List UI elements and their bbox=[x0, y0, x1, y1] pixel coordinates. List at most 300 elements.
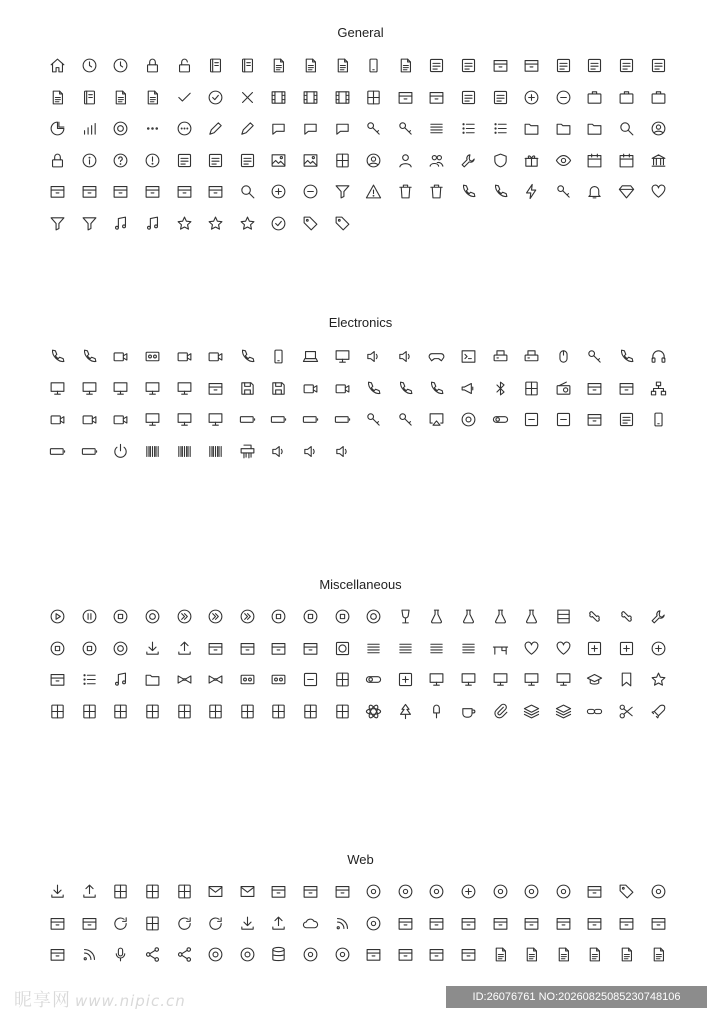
printer-icon bbox=[516, 341, 548, 373]
layout-split-icon bbox=[168, 696, 200, 728]
settings-gear-icon bbox=[548, 50, 580, 82]
minus-circle-icon bbox=[548, 82, 580, 114]
presentation-text-icon bbox=[484, 664, 516, 696]
windows-stack-icon bbox=[200, 145, 232, 177]
copy-pages-icon bbox=[390, 50, 422, 82]
search-icon bbox=[232, 176, 264, 208]
lightning-icon bbox=[516, 176, 548, 208]
potion-icon bbox=[516, 601, 548, 633]
camera-icon bbox=[295, 373, 327, 405]
at-sign-icon bbox=[200, 939, 232, 971]
bone-icon bbox=[579, 601, 611, 633]
headset-icon bbox=[642, 341, 674, 373]
tree-icon bbox=[390, 696, 422, 728]
inbox-icon bbox=[263, 876, 295, 908]
key-icon bbox=[358, 113, 390, 145]
microphone-icon bbox=[42, 341, 74, 373]
floppy-save-icon bbox=[263, 373, 295, 405]
camera-photo-icon bbox=[42, 404, 74, 436]
close-x-icon bbox=[232, 82, 264, 114]
envelope-open-icon bbox=[232, 876, 264, 908]
popsicle-icon bbox=[421, 696, 453, 728]
clipboard-icon bbox=[105, 82, 137, 114]
tie-icon bbox=[200, 664, 232, 696]
gift-icon bbox=[516, 145, 548, 177]
keyboard-box-icon bbox=[548, 176, 580, 208]
news-box-icon bbox=[390, 82, 422, 114]
layout-quad-icon bbox=[137, 696, 169, 728]
xbox-icon bbox=[579, 404, 611, 436]
calculator-grid-icon bbox=[326, 145, 358, 177]
smartphone-icon bbox=[232, 341, 264, 373]
terminal-icon bbox=[453, 341, 485, 373]
monitor-sync-icon bbox=[42, 373, 74, 405]
folder-icon bbox=[516, 113, 548, 145]
first-aid-bag-icon bbox=[390, 664, 422, 696]
chrome-circle-icon bbox=[232, 939, 264, 971]
refresh-arrows-icon bbox=[137, 908, 169, 940]
bone-cross-icon bbox=[611, 601, 643, 633]
music-box-icon bbox=[42, 664, 74, 696]
presentation-icon bbox=[421, 664, 453, 696]
microphone-hand-icon bbox=[74, 341, 106, 373]
calendar-icon bbox=[611, 145, 643, 177]
presentation-wifi-icon bbox=[516, 664, 548, 696]
gamepad-icon bbox=[421, 341, 453, 373]
filter-remove-icon bbox=[74, 208, 106, 240]
youtube-box-icon bbox=[453, 908, 485, 940]
cassette-icon bbox=[232, 664, 264, 696]
radio-icon bbox=[548, 373, 580, 405]
tools-icon bbox=[642, 601, 674, 633]
vinyl-icon bbox=[326, 633, 358, 665]
rocket-icon bbox=[642, 696, 674, 728]
dribbble-box-icon bbox=[453, 939, 485, 971]
icon-grid bbox=[42, 50, 674, 239]
dotted-circle-icon bbox=[74, 633, 106, 665]
ticket-icon bbox=[642, 50, 674, 82]
archive-dots-icon bbox=[74, 176, 106, 208]
user-circle-icon bbox=[642, 113, 674, 145]
battery-empty-icon bbox=[263, 404, 295, 436]
tv-icon bbox=[137, 404, 169, 436]
trash-icon bbox=[390, 176, 422, 208]
ai-file-icon bbox=[516, 939, 548, 971]
user-avatar-icon bbox=[358, 145, 390, 177]
bookshelf-icon bbox=[548, 601, 580, 633]
copy-icon bbox=[42, 82, 74, 114]
watermark-id-bar bbox=[446, 986, 707, 1008]
toggle-pill-icon bbox=[358, 664, 390, 696]
download-tray-icon bbox=[42, 876, 74, 908]
tv-retro-icon bbox=[200, 404, 232, 436]
png-file-icon bbox=[484, 939, 516, 971]
target-icon bbox=[358, 601, 390, 633]
windows-icon bbox=[168, 145, 200, 177]
medical-plus-icon bbox=[611, 633, 643, 665]
dropbox-circle-icon bbox=[579, 876, 611, 908]
wine-glass-icon bbox=[390, 601, 422, 633]
box-open-icon bbox=[200, 176, 232, 208]
browser-icon bbox=[137, 876, 169, 908]
browser-stack-icon bbox=[168, 876, 200, 908]
upload-circle-icon bbox=[168, 633, 200, 665]
facebook-circle-icon bbox=[326, 939, 358, 971]
coffee-cup-icon bbox=[453, 696, 485, 728]
instagram-circle-icon bbox=[611, 876, 643, 908]
refresh-icon bbox=[105, 908, 137, 940]
vimeo-circle-icon bbox=[421, 876, 453, 908]
wordpress-box-icon bbox=[421, 939, 453, 971]
cloud-download-icon bbox=[232, 908, 264, 940]
dotted-stop-icon bbox=[295, 601, 327, 633]
pause-icon bbox=[74, 601, 106, 633]
linkedin-circle-icon bbox=[484, 876, 516, 908]
inbox-full-icon bbox=[74, 908, 106, 940]
icon-grid bbox=[42, 601, 674, 727]
movie-camera-icon bbox=[200, 341, 232, 373]
layout-grid-icon bbox=[200, 696, 232, 728]
align-right-icon bbox=[421, 633, 453, 665]
monitor-forward-icon bbox=[168, 373, 200, 405]
barcode-scan-icon bbox=[168, 436, 200, 468]
battery-charging-icon bbox=[232, 404, 264, 436]
camera-capture-icon bbox=[105, 404, 137, 436]
newspaper-stack-icon bbox=[484, 82, 516, 114]
volume-mid-icon bbox=[326, 436, 358, 468]
page-icon bbox=[326, 50, 358, 82]
battery-low-icon bbox=[295, 404, 327, 436]
check-circle-icon bbox=[200, 82, 232, 114]
bar-chart-icon bbox=[74, 113, 106, 145]
keys-icon bbox=[390, 113, 422, 145]
mouse-icon bbox=[548, 341, 580, 373]
tray-icon bbox=[232, 145, 264, 177]
clock-icon bbox=[74, 50, 106, 82]
inbox-stack-icon bbox=[42, 908, 74, 940]
windows-logo-icon bbox=[611, 404, 643, 436]
download-circle-icon bbox=[137, 633, 169, 665]
note-icon bbox=[74, 82, 106, 114]
plus-circle-icon bbox=[516, 82, 548, 114]
bow-tie-icon bbox=[168, 664, 200, 696]
wrench-icon bbox=[453, 145, 485, 177]
grid-box-icon bbox=[295, 633, 327, 665]
browser-compass-icon bbox=[105, 876, 137, 908]
eye-icon bbox=[548, 145, 580, 177]
stars-icon bbox=[200, 208, 232, 240]
folder-slash-icon bbox=[137, 664, 169, 696]
camcorder-icon bbox=[168, 341, 200, 373]
speaker-loud-icon bbox=[390, 341, 422, 373]
keyboard-down-icon bbox=[390, 404, 422, 436]
user-icon bbox=[390, 145, 422, 177]
film-frame-icon bbox=[295, 82, 327, 114]
facebook-box-icon bbox=[421, 908, 453, 940]
barcode-icon bbox=[137, 436, 169, 468]
briefcase-stack-icon bbox=[611, 82, 643, 114]
barcode-alt-icon bbox=[200, 436, 232, 468]
tag-icon bbox=[295, 208, 327, 240]
info-icon bbox=[74, 145, 106, 177]
list-bullets-icon bbox=[453, 113, 485, 145]
dribbble-circle-icon bbox=[358, 908, 390, 940]
floppy-disk-icon bbox=[232, 373, 264, 405]
envelope-icon bbox=[200, 876, 232, 908]
drawers-icon bbox=[232, 633, 264, 665]
more-circle-icon bbox=[168, 113, 200, 145]
align-center-icon bbox=[390, 633, 422, 665]
grid-four-icon bbox=[326, 664, 358, 696]
gif-file-icon bbox=[579, 939, 611, 971]
sliders-box-icon bbox=[516, 50, 548, 82]
paper-plane-icon bbox=[421, 50, 453, 82]
image-icon bbox=[263, 145, 295, 177]
images-icon bbox=[295, 145, 327, 177]
safe-dial-icon bbox=[200, 633, 232, 665]
home-icon bbox=[42, 50, 74, 82]
clock-circle-icon bbox=[105, 50, 137, 82]
music-score-icon bbox=[105, 664, 137, 696]
box-dots-icon bbox=[168, 176, 200, 208]
graduation-cap-icon bbox=[579, 664, 611, 696]
music-notes-icon bbox=[105, 208, 137, 240]
pencil-icon bbox=[232, 113, 264, 145]
inbox-download-icon bbox=[105, 176, 137, 208]
png-file-alt-icon bbox=[642, 939, 674, 971]
youtube-circle-icon bbox=[358, 876, 390, 908]
flask-icon bbox=[484, 601, 516, 633]
dotted-square-icon bbox=[263, 601, 295, 633]
bank-icon bbox=[642, 145, 674, 177]
dotted-upload-icon bbox=[42, 633, 74, 665]
music-list-icon bbox=[74, 664, 106, 696]
yahoo-box-icon bbox=[642, 908, 674, 940]
skip-icon bbox=[200, 601, 232, 633]
bandage-icon bbox=[579, 633, 611, 665]
vimeo-box-icon bbox=[516, 908, 548, 940]
layers-stack-icon bbox=[548, 696, 580, 728]
warning-icon bbox=[358, 176, 390, 208]
medical-circle-icon bbox=[642, 633, 674, 665]
dotted-download-icon bbox=[326, 601, 358, 633]
square-frame-icon bbox=[295, 664, 327, 696]
music-note-icon bbox=[137, 208, 169, 240]
network-icon bbox=[642, 373, 674, 405]
help-icon bbox=[105, 145, 137, 177]
linkedin-box-icon bbox=[579, 908, 611, 940]
justify-icon bbox=[453, 633, 485, 665]
section-title: Web bbox=[347, 852, 374, 867]
menu-lines-icon bbox=[421, 113, 453, 145]
bookmark-plus-icon bbox=[611, 664, 643, 696]
calendar-day-icon bbox=[579, 145, 611, 177]
desk-icon bbox=[484, 633, 516, 665]
inbox-download-tray-icon bbox=[295, 876, 327, 908]
folder-dots-icon bbox=[579, 113, 611, 145]
rows-icon bbox=[74, 696, 106, 728]
tumblr-box-icon bbox=[611, 908, 643, 940]
apps-grid-icon bbox=[232, 696, 264, 728]
volume-low-icon bbox=[295, 436, 327, 468]
filter-add-icon bbox=[42, 208, 74, 240]
wordpress-circle-icon bbox=[642, 876, 674, 908]
phone-call-icon bbox=[484, 176, 516, 208]
speaker-volume-icon bbox=[358, 341, 390, 373]
toggle-box-icon bbox=[484, 50, 516, 82]
bullhorn-icon bbox=[453, 373, 485, 405]
toolbox-icon bbox=[642, 82, 674, 114]
lifebuoy-icon bbox=[105, 113, 137, 145]
cloud-share-icon bbox=[295, 908, 327, 940]
monitor-upload-icon bbox=[105, 373, 137, 405]
podcast-mic-icon bbox=[105, 939, 137, 971]
rss-box-icon bbox=[42, 939, 74, 971]
redo-icon bbox=[168, 908, 200, 940]
keyboard-icon bbox=[579, 341, 611, 373]
columns-icon bbox=[42, 696, 74, 728]
settings-badge-icon bbox=[579, 50, 611, 82]
bookmark-star-icon bbox=[642, 664, 674, 696]
watermark-site-url: www.nipic.cn bbox=[75, 992, 186, 1010]
star-circle-icon bbox=[232, 208, 264, 240]
heart-icon bbox=[642, 176, 674, 208]
diamond-icon bbox=[611, 176, 643, 208]
watermark-logo bbox=[14, 986, 186, 1012]
pinterest-box-icon bbox=[484, 908, 516, 940]
chat-dots-icon bbox=[295, 113, 327, 145]
document-icon bbox=[263, 50, 295, 82]
icon-grid bbox=[42, 341, 674, 467]
notebook-spiral-icon bbox=[232, 50, 264, 82]
checklist-icon bbox=[263, 208, 295, 240]
box-upload-icon bbox=[137, 176, 169, 208]
filter-icon bbox=[326, 176, 358, 208]
camera-flip-icon bbox=[326, 373, 358, 405]
notebook-icon bbox=[200, 50, 232, 82]
chip-icon bbox=[516, 404, 548, 436]
radio-boombox-icon bbox=[579, 373, 611, 405]
briefcase-icon bbox=[579, 82, 611, 114]
sliders-icon bbox=[453, 50, 485, 82]
scissors-icon bbox=[611, 696, 643, 728]
shield-star-icon bbox=[484, 145, 516, 177]
jpg-file-icon bbox=[611, 939, 643, 971]
map-icon bbox=[611, 50, 643, 82]
tumblr-circle-icon bbox=[516, 876, 548, 908]
tags-icon bbox=[326, 208, 358, 240]
toggle-switch-icon bbox=[484, 404, 516, 436]
speech-bubble-icon bbox=[263, 113, 295, 145]
checkmark-icon bbox=[168, 82, 200, 114]
more-dots-icon bbox=[137, 113, 169, 145]
chrome-icon bbox=[453, 404, 485, 436]
clipboard-check-icon bbox=[137, 82, 169, 114]
trash-can-icon bbox=[421, 176, 453, 208]
star-icon bbox=[168, 208, 200, 240]
watch-icon bbox=[642, 404, 674, 436]
browser-window-icon bbox=[358, 82, 390, 114]
play-icon bbox=[42, 601, 74, 633]
bottle-icon bbox=[421, 601, 453, 633]
bell-icon bbox=[579, 176, 611, 208]
zoom-out-icon bbox=[295, 176, 327, 208]
safe-icon bbox=[200, 373, 232, 405]
cabinet-icon bbox=[263, 633, 295, 665]
folders-icon bbox=[548, 113, 580, 145]
pinterest-circle-icon bbox=[390, 876, 422, 908]
megaphone-icon bbox=[390, 373, 422, 405]
share-nodes-icon bbox=[137, 939, 169, 971]
headphones-round-icon bbox=[358, 373, 390, 405]
phone-icon bbox=[453, 176, 485, 208]
section-title: Miscellaneous bbox=[319, 577, 402, 592]
presentation-chart-icon bbox=[453, 664, 485, 696]
icon-grid bbox=[42, 876, 674, 971]
watermark-id-text: ID:26076761 NO:20260825085230748106 bbox=[472, 991, 681, 1003]
zoom-in-icon bbox=[263, 176, 295, 208]
shredder-icon bbox=[232, 436, 264, 468]
share-upload-icon bbox=[74, 876, 106, 908]
googleplus-box-icon bbox=[548, 908, 580, 940]
list-icon bbox=[484, 113, 516, 145]
dropbox-box-icon bbox=[358, 939, 390, 971]
layout-header-icon bbox=[326, 696, 358, 728]
tv-static-icon bbox=[168, 404, 200, 436]
block-icon bbox=[42, 145, 74, 177]
chat-bubbles-icon bbox=[326, 113, 358, 145]
share-icon bbox=[168, 939, 200, 971]
router-icon bbox=[484, 341, 516, 373]
pdf-file-icon bbox=[548, 939, 580, 971]
atom-icon bbox=[358, 696, 390, 728]
film-icon bbox=[263, 82, 295, 114]
unlock-icon bbox=[168, 50, 200, 82]
section-title: Electronics bbox=[328, 315, 393, 330]
tape-icon bbox=[137, 341, 169, 373]
yahoo-circle-icon bbox=[548, 876, 580, 908]
broken-heart-icon bbox=[516, 633, 548, 665]
bookmarks-box-icon bbox=[421, 82, 453, 114]
battery-full-alt-icon bbox=[74, 436, 106, 468]
tablet-page-icon bbox=[358, 50, 390, 82]
pie-chart-icon bbox=[42, 113, 74, 145]
users-icon bbox=[421, 145, 453, 177]
presentation-graph-icon bbox=[548, 664, 580, 696]
googleplus-circle-icon bbox=[453, 876, 485, 908]
section-title: General bbox=[337, 25, 384, 40]
twitter-circle-icon bbox=[295, 939, 327, 971]
bluetooth-icon bbox=[484, 373, 516, 405]
database-icon bbox=[263, 939, 295, 971]
laptop-icon bbox=[295, 341, 327, 373]
megaphone-outline-icon bbox=[421, 373, 453, 405]
keyboard-up-icon bbox=[358, 404, 390, 436]
lock-icon bbox=[137, 50, 169, 82]
archive-box-icon bbox=[42, 176, 74, 208]
speaker-box-icon bbox=[611, 373, 643, 405]
dotted-record-icon bbox=[105, 633, 137, 665]
cassette-back-icon bbox=[263, 664, 295, 696]
power-icon bbox=[105, 436, 137, 468]
documents-icon bbox=[295, 50, 327, 82]
battery-half-icon bbox=[326, 404, 358, 436]
twitter-box-icon bbox=[390, 908, 422, 940]
heart-break-icon bbox=[548, 633, 580, 665]
layout-sidebar-icon bbox=[105, 696, 137, 728]
alert-circle-icon bbox=[137, 145, 169, 177]
inbox-upload-icon bbox=[326, 876, 358, 908]
